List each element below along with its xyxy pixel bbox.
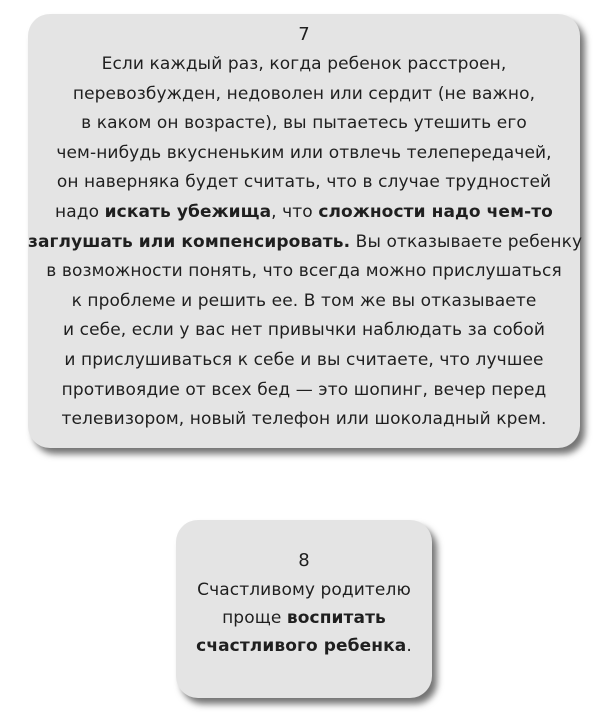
tip-card-8 [176, 520, 432, 698]
bold-text-segment: счастливого ребенка [196, 636, 407, 656]
text-line [28, 50, 580, 80]
tip-card-7 [28, 14, 583, 448]
text-segment: телевизором, новый телефон или шоколадный крем. [61, 409, 547, 430]
text-line [28, 346, 580, 376]
text-line [28, 257, 580, 287]
text-line [28, 376, 580, 406]
text-line [28, 109, 580, 139]
text-line [28, 80, 580, 110]
text-segment: в каком он возрасте), вы пытаетесь утешить его [81, 113, 527, 134]
text-segment: . [406, 636, 412, 656]
text-line [28, 228, 583, 258]
text-line [176, 576, 432, 604]
text-segment: чем-нибудь вкусненьким или отвлечь телепередачей, [56, 142, 552, 163]
text-line [28, 168, 580, 198]
text-segment: противоядие от всех бед — это шопинг, вечер перед [61, 379, 547, 400]
text-segment: и прислушиваться к себе и вы считаете, что лучшее [64, 349, 544, 370]
text-segment: и себе, если у вас нет привычки наблюдать за собой [62, 320, 546, 341]
text-line [28, 198, 580, 228]
text-segment: Вы отказываете ребенку [350, 231, 583, 252]
text-line [176, 632, 432, 660]
text-line [176, 604, 432, 632]
bold-text-segment: заглушать или компенсировать. [28, 231, 351, 252]
text-line [28, 139, 580, 169]
card-text [28, 50, 583, 435]
text-segment: перевозбужден, недоволен или сердит (не важно, [72, 83, 536, 104]
text-segment: надо [55, 201, 105, 222]
card-number: 8 [298, 550, 310, 571]
text-segment: к проблеме и решить ее. В том же вы отказываете [71, 290, 537, 311]
text-segment: Счастливому родителю [197, 580, 411, 600]
text-segment: , что [271, 201, 319, 222]
bold-text-segment: искать убежища [104, 201, 272, 222]
bold-text-segment: воспитать [286, 608, 386, 628]
bold-text-segment: сложности надо чем-то [318, 201, 553, 222]
text-segment: он наверняка будет считать, что в случае трудностей [56, 172, 552, 193]
text-segment: в возможности понять, что всегда можно прислушаться [46, 261, 562, 282]
text-segment: проще [222, 608, 287, 628]
text-line [28, 287, 580, 317]
card-number: 7 [298, 24, 310, 45]
text-line [28, 405, 580, 435]
card-text [176, 576, 432, 660]
text-line [28, 316, 580, 346]
text-segment: Если каждый раз, когда ребенок расстроен, [101, 54, 507, 74]
